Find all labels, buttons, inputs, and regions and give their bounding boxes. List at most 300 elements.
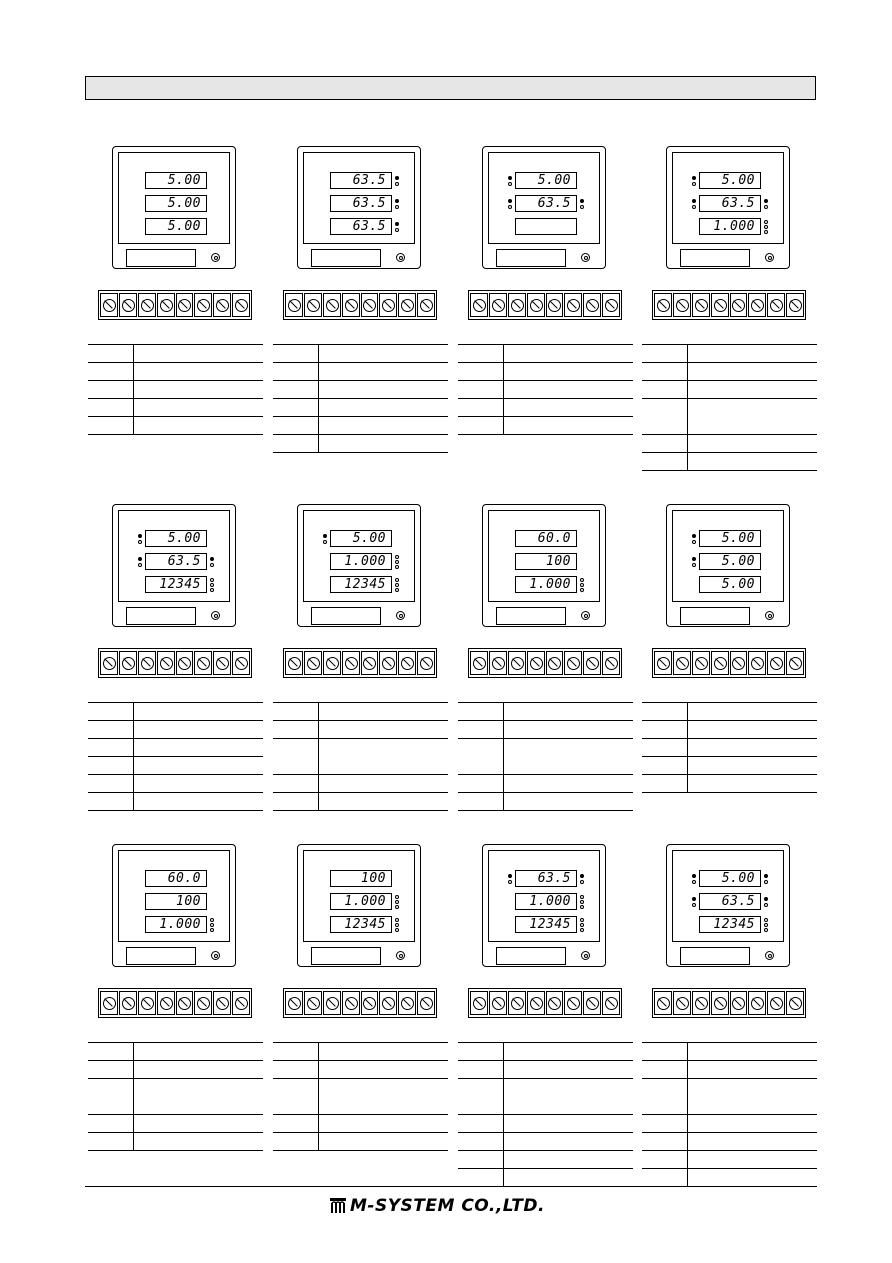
screw-terminal-icon (654, 991, 672, 1015)
screw-terminal-icon (786, 293, 804, 317)
indicator-lamp-icon (138, 557, 142, 561)
digital-readout: 60.0 (145, 870, 207, 887)
digital-readout: 5.00 (145, 218, 207, 235)
screw-terminal-icon (157, 293, 175, 317)
front-cover (496, 947, 566, 965)
table-row (642, 1115, 817, 1133)
screw-terminal-icon (342, 651, 360, 675)
screw-terminal-icon (673, 991, 691, 1015)
display-window (303, 850, 415, 942)
screw-terminal-icon (232, 991, 250, 1015)
meter-front-panel (482, 146, 606, 269)
indicator-lamp-icon (210, 557, 214, 561)
indicator-lamp-icon (395, 900, 399, 904)
table-row (642, 453, 817, 471)
screw-terminal-icon (546, 293, 564, 317)
screw-terminal-icon (527, 293, 545, 317)
meter-front-panel (112, 146, 236, 269)
terminal-block (468, 290, 622, 320)
indicator-lamp-icon (580, 588, 584, 592)
screw-terminal-icon (342, 991, 360, 1015)
screw-terminal-icon (119, 651, 137, 675)
screw-terminal-icon (767, 991, 785, 1015)
indicator-lamp-icon (692, 557, 696, 561)
screw-terminal-icon (767, 651, 785, 675)
screw-terminal-icon (285, 651, 303, 675)
wiring-table (458, 1042, 633, 1187)
screw-terminal-icon (398, 991, 416, 1015)
indicator-lamp-icon (395, 182, 399, 186)
display-window (118, 510, 230, 602)
table-row (642, 381, 817, 399)
wiring-table (88, 344, 263, 435)
front-cover (680, 607, 750, 625)
terminal-block (98, 648, 252, 678)
indicator-lamp-icon (764, 874, 768, 878)
digital-readout: 5.00 (515, 172, 577, 189)
screw-terminal-icon (285, 293, 303, 317)
indicator-lamp-icon (692, 880, 696, 884)
table-row (642, 1169, 817, 1187)
table-row (273, 399, 448, 417)
table-row (642, 435, 817, 453)
adjust-knob-icon (396, 611, 405, 620)
screw-terminal-icon (417, 651, 435, 675)
terminal-block (283, 290, 437, 320)
table-row (642, 775, 817, 793)
screw-terminal-icon (546, 991, 564, 1015)
meter-unit (88, 504, 263, 844)
screw-terminal-icon (232, 293, 250, 317)
table-row (458, 721, 633, 739)
table-row (458, 1169, 633, 1187)
table-row (642, 345, 817, 363)
indicator-lamp-icon (210, 918, 214, 922)
table-row (88, 793, 263, 811)
meter-unit (458, 146, 633, 486)
indicator-lamp-icon (764, 880, 768, 884)
screw-terminal-icon (786, 651, 804, 675)
screw-terminal-icon (194, 651, 212, 675)
indicator-lamp-icon (138, 563, 142, 567)
table-row (458, 793, 633, 811)
indicator-lamp-icon (138, 534, 142, 538)
indicator-lamp-icon (764, 230, 768, 234)
display-window (488, 152, 600, 244)
indicator-lamp-icon (395, 228, 399, 232)
table-row (458, 1151, 633, 1169)
screw-terminal-icon (508, 651, 526, 675)
indicator-lamp-icon (580, 918, 584, 922)
indicator-lamp-icon (210, 928, 214, 932)
front-cover (126, 947, 196, 965)
screw-terminal-icon (583, 651, 601, 675)
adjust-knob-icon (396, 951, 405, 960)
screw-terminal-icon (194, 293, 212, 317)
wiring-table (88, 1042, 263, 1151)
meter-front-panel (297, 146, 421, 269)
wiring-table (642, 344, 817, 471)
terminal-block (652, 648, 806, 678)
screw-terminal-icon (323, 293, 341, 317)
screw-terminal-icon (711, 991, 729, 1015)
digital-readout: 12345 (330, 916, 392, 933)
meter-unit (273, 146, 448, 486)
table-row (88, 1061, 263, 1079)
table-row (88, 1079, 263, 1115)
table-row (642, 1079, 817, 1115)
display-window (672, 850, 784, 942)
indicator-lamp-icon (210, 578, 214, 582)
digital-readout: 1.000 (145, 916, 207, 933)
screw-terminal-icon (119, 991, 137, 1015)
front-cover (680, 947, 750, 965)
display-window (672, 152, 784, 244)
indicator-lamp-icon (395, 555, 399, 559)
digital-readout: 5.00 (699, 172, 761, 189)
adjust-knob-icon (765, 253, 774, 262)
table-row (273, 417, 448, 435)
table-row (273, 703, 448, 721)
indicator-lamp-icon (395, 578, 399, 582)
front-cover (496, 249, 566, 267)
screw-terminal-icon (194, 991, 212, 1015)
screw-terminal-icon (323, 991, 341, 1015)
table-row (458, 1061, 633, 1079)
digital-readout: 5.00 (145, 172, 207, 189)
adjust-knob-icon (211, 611, 220, 620)
screw-terminal-icon (100, 991, 118, 1015)
screw-terminal-icon (748, 651, 766, 675)
screw-terminal-icon (692, 991, 710, 1015)
screw-terminal-icon (157, 991, 175, 1015)
digital-readout: 5.00 (699, 530, 761, 547)
wiring-table (458, 702, 633, 811)
table-row (642, 1043, 817, 1061)
indicator-lamp-icon (692, 903, 696, 907)
display-window (303, 152, 415, 244)
screw-terminal-icon (602, 651, 620, 675)
table-row (458, 739, 633, 775)
screw-terminal-icon (304, 651, 322, 675)
front-cover (126, 607, 196, 625)
screw-terminal-icon (361, 293, 379, 317)
table-row (642, 739, 817, 757)
indicator-lamp-icon (692, 182, 696, 186)
terminal-block (98, 988, 252, 1018)
table-row (88, 345, 263, 363)
digital-readout: 63.5 (330, 172, 392, 189)
footer-line (85, 1186, 816, 1187)
table-row (273, 775, 448, 793)
screw-terminal-icon (730, 991, 748, 1015)
screw-terminal-icon (602, 991, 620, 1015)
indicator-lamp-icon (395, 588, 399, 592)
indicator-lamp-icon (323, 534, 327, 538)
table-row (458, 417, 633, 435)
indicator-lamp-icon (138, 540, 142, 544)
digital-readout: 63.5 (515, 870, 577, 887)
adjust-knob-icon (581, 253, 590, 262)
screw-terminal-icon (673, 293, 691, 317)
screw-terminal-icon (157, 651, 175, 675)
screw-terminal-icon (213, 651, 231, 675)
screw-terminal-icon (213, 991, 231, 1015)
indicator-lamp-icon (764, 199, 768, 203)
screw-terminal-icon (323, 651, 341, 675)
terminal-block (652, 290, 806, 320)
table-row (458, 399, 633, 417)
meter-unit (458, 844, 633, 1184)
indicator-lamp-icon (580, 578, 584, 582)
table-row (88, 1043, 263, 1061)
digital-readout: 1.000 (515, 576, 577, 593)
indicator-lamp-icon (692, 540, 696, 544)
table-row (642, 757, 817, 775)
meter-front-panel (482, 504, 606, 627)
digital-readout: 63.5 (699, 195, 761, 212)
screw-terminal-icon (138, 293, 156, 317)
display-window (118, 850, 230, 942)
display-window (303, 510, 415, 602)
table-row (88, 703, 263, 721)
indicator-lamp-icon (692, 563, 696, 567)
table-row (273, 435, 448, 453)
indicator-lamp-icon (508, 199, 512, 203)
table-row (458, 1079, 633, 1115)
display-window (488, 850, 600, 942)
indicator-lamp-icon (764, 918, 768, 922)
screw-terminal-icon (508, 991, 526, 1015)
screw-terminal-icon (119, 293, 137, 317)
indicator-lamp-icon (692, 534, 696, 538)
screw-terminal-icon (489, 293, 507, 317)
indicator-lamp-icon (395, 905, 399, 909)
digital-readout: 63.5 (145, 553, 207, 570)
screw-terminal-icon (361, 651, 379, 675)
table-row (88, 363, 263, 381)
display-window (118, 152, 230, 244)
digital-readout: 1.000 (330, 553, 392, 570)
screw-terminal-icon (379, 991, 397, 1015)
header-bar (85, 76, 816, 100)
screw-terminal-icon (748, 293, 766, 317)
screw-terminal-icon (564, 293, 582, 317)
wiring-table (273, 702, 448, 811)
table-row (458, 775, 633, 793)
screw-terminal-icon (379, 293, 397, 317)
indicator-lamp-icon (323, 540, 327, 544)
table-row (273, 739, 448, 775)
company-name: M-SYSTEM CO.,LTD. (350, 1196, 545, 1216)
screw-terminal-icon (730, 651, 748, 675)
meter-unit (273, 844, 448, 1184)
screw-terminal-icon (564, 991, 582, 1015)
digital-readout: 5.00 (699, 576, 761, 593)
digital-readout: 12345 (330, 576, 392, 593)
indicator-lamp-icon (508, 176, 512, 180)
meter-front-panel (666, 504, 790, 627)
screw-terminal-icon (673, 651, 691, 675)
screw-terminal-icon (100, 293, 118, 317)
digital-readout: 5.00 (330, 530, 392, 547)
screw-terminal-icon (489, 991, 507, 1015)
digital-readout: 12345 (699, 916, 761, 933)
table-row (88, 739, 263, 757)
table-row (88, 1115, 263, 1133)
screw-terminal-icon (711, 293, 729, 317)
table-row (642, 703, 817, 721)
screw-terminal-icon (379, 651, 397, 675)
terminal-block (652, 988, 806, 1018)
front-cover (311, 947, 381, 965)
table-row (642, 1133, 817, 1151)
meter-unit (88, 844, 263, 1184)
indicator-lamp-icon (395, 205, 399, 209)
indicator-lamp-icon (580, 923, 584, 927)
screw-terminal-icon (470, 651, 488, 675)
table-row (642, 363, 817, 381)
table-row (458, 363, 633, 381)
table-row (273, 1079, 448, 1115)
terminal-block (98, 290, 252, 320)
indicator-lamp-icon (395, 199, 399, 203)
table-row (88, 757, 263, 775)
table-row (88, 721, 263, 739)
digital-readout: 100 (330, 870, 392, 887)
digital-readout: 63.5 (330, 218, 392, 235)
wiring-table (642, 1042, 817, 1187)
table-row (88, 775, 263, 793)
table-row (642, 1061, 817, 1079)
indicator-lamp-icon (508, 205, 512, 209)
digital-readout: 5.00 (145, 530, 207, 547)
meter-unit (642, 504, 817, 844)
screw-terminal-icon (692, 651, 710, 675)
wiring-table (273, 1042, 448, 1151)
screw-terminal-icon (304, 293, 322, 317)
front-cover (311, 607, 381, 625)
table-row (88, 381, 263, 399)
indicator-lamp-icon (508, 874, 512, 878)
indicator-lamp-icon (692, 199, 696, 203)
digital-readout: 100 (515, 553, 577, 570)
meter-front-panel (666, 844, 790, 967)
indicator-lamp-icon (395, 895, 399, 899)
indicator-lamp-icon (580, 928, 584, 932)
screw-terminal-icon (361, 991, 379, 1015)
display-window (488, 510, 600, 602)
adjust-knob-icon (396, 253, 405, 262)
screw-terminal-icon (470, 991, 488, 1015)
digital-readout: 63.5 (515, 195, 577, 212)
screw-terminal-icon (583, 991, 601, 1015)
table-row (88, 399, 263, 417)
wiring-table (458, 344, 633, 435)
indicator-lamp-icon (395, 918, 399, 922)
indicator-lamp-icon (764, 225, 768, 229)
indicator-lamp-icon (395, 222, 399, 226)
digital-readout (515, 218, 577, 235)
indicator-lamp-icon (764, 205, 768, 209)
indicator-lamp-icon (580, 900, 584, 904)
adjust-knob-icon (211, 951, 220, 960)
screw-terminal-icon (602, 293, 620, 317)
table-row (273, 1133, 448, 1151)
meter-front-panel (666, 146, 790, 269)
indicator-lamp-icon (764, 897, 768, 901)
indicator-lamp-icon (692, 874, 696, 878)
meter-unit (88, 146, 263, 486)
indicator-lamp-icon (580, 205, 584, 209)
screw-terminal-icon (176, 991, 194, 1015)
screw-terminal-icon (748, 991, 766, 1015)
indicator-lamp-icon (395, 565, 399, 569)
table-row (273, 381, 448, 399)
terminal-block (283, 648, 437, 678)
screw-terminal-icon (508, 293, 526, 317)
meter-unit (642, 146, 817, 486)
digital-readout: 100 (145, 893, 207, 910)
screw-terminal-icon (489, 651, 507, 675)
screw-terminal-icon (232, 651, 250, 675)
indicator-lamp-icon (395, 928, 399, 932)
indicator-lamp-icon (210, 583, 214, 587)
table-row (458, 1115, 633, 1133)
screw-terminal-icon (564, 651, 582, 675)
screw-terminal-icon (546, 651, 564, 675)
table-row (642, 721, 817, 739)
indicator-lamp-icon (580, 880, 584, 884)
table-row (642, 399, 817, 435)
adjust-knob-icon (765, 611, 774, 620)
indicator-lamp-icon (395, 176, 399, 180)
digital-readout: 5.00 (145, 195, 207, 212)
wiring-table (642, 702, 817, 793)
screw-terminal-icon (527, 991, 545, 1015)
table-row (273, 1061, 448, 1079)
digital-readout: 1.000 (515, 893, 577, 910)
table-row (458, 1133, 633, 1151)
indicator-lamp-icon (764, 220, 768, 224)
table-row (273, 793, 448, 811)
meter-front-panel (482, 844, 606, 967)
indicator-lamp-icon (764, 903, 768, 907)
digital-readout: 1.000 (699, 218, 761, 235)
indicator-lamp-icon (395, 560, 399, 564)
screw-terminal-icon (583, 293, 601, 317)
digital-readout: 5.00 (699, 870, 761, 887)
screw-terminal-icon (213, 293, 231, 317)
table-row (458, 381, 633, 399)
digital-readout: 12345 (145, 576, 207, 593)
front-cover (126, 249, 196, 267)
meter-unit (273, 504, 448, 844)
indicator-lamp-icon (210, 923, 214, 927)
meter-front-panel (297, 504, 421, 627)
indicator-lamp-icon (692, 205, 696, 209)
adjust-knob-icon (765, 951, 774, 960)
screw-terminal-icon (176, 651, 194, 675)
meter-unit (642, 844, 817, 1184)
screw-terminal-icon (470, 293, 488, 317)
indicator-lamp-icon (395, 583, 399, 587)
m-system-logo-icon (330, 1198, 346, 1214)
wiring-table (273, 344, 448, 453)
digital-readout: 63.5 (699, 893, 761, 910)
company-logo (330, 1196, 545, 1216)
indicator-lamp-icon (580, 905, 584, 909)
